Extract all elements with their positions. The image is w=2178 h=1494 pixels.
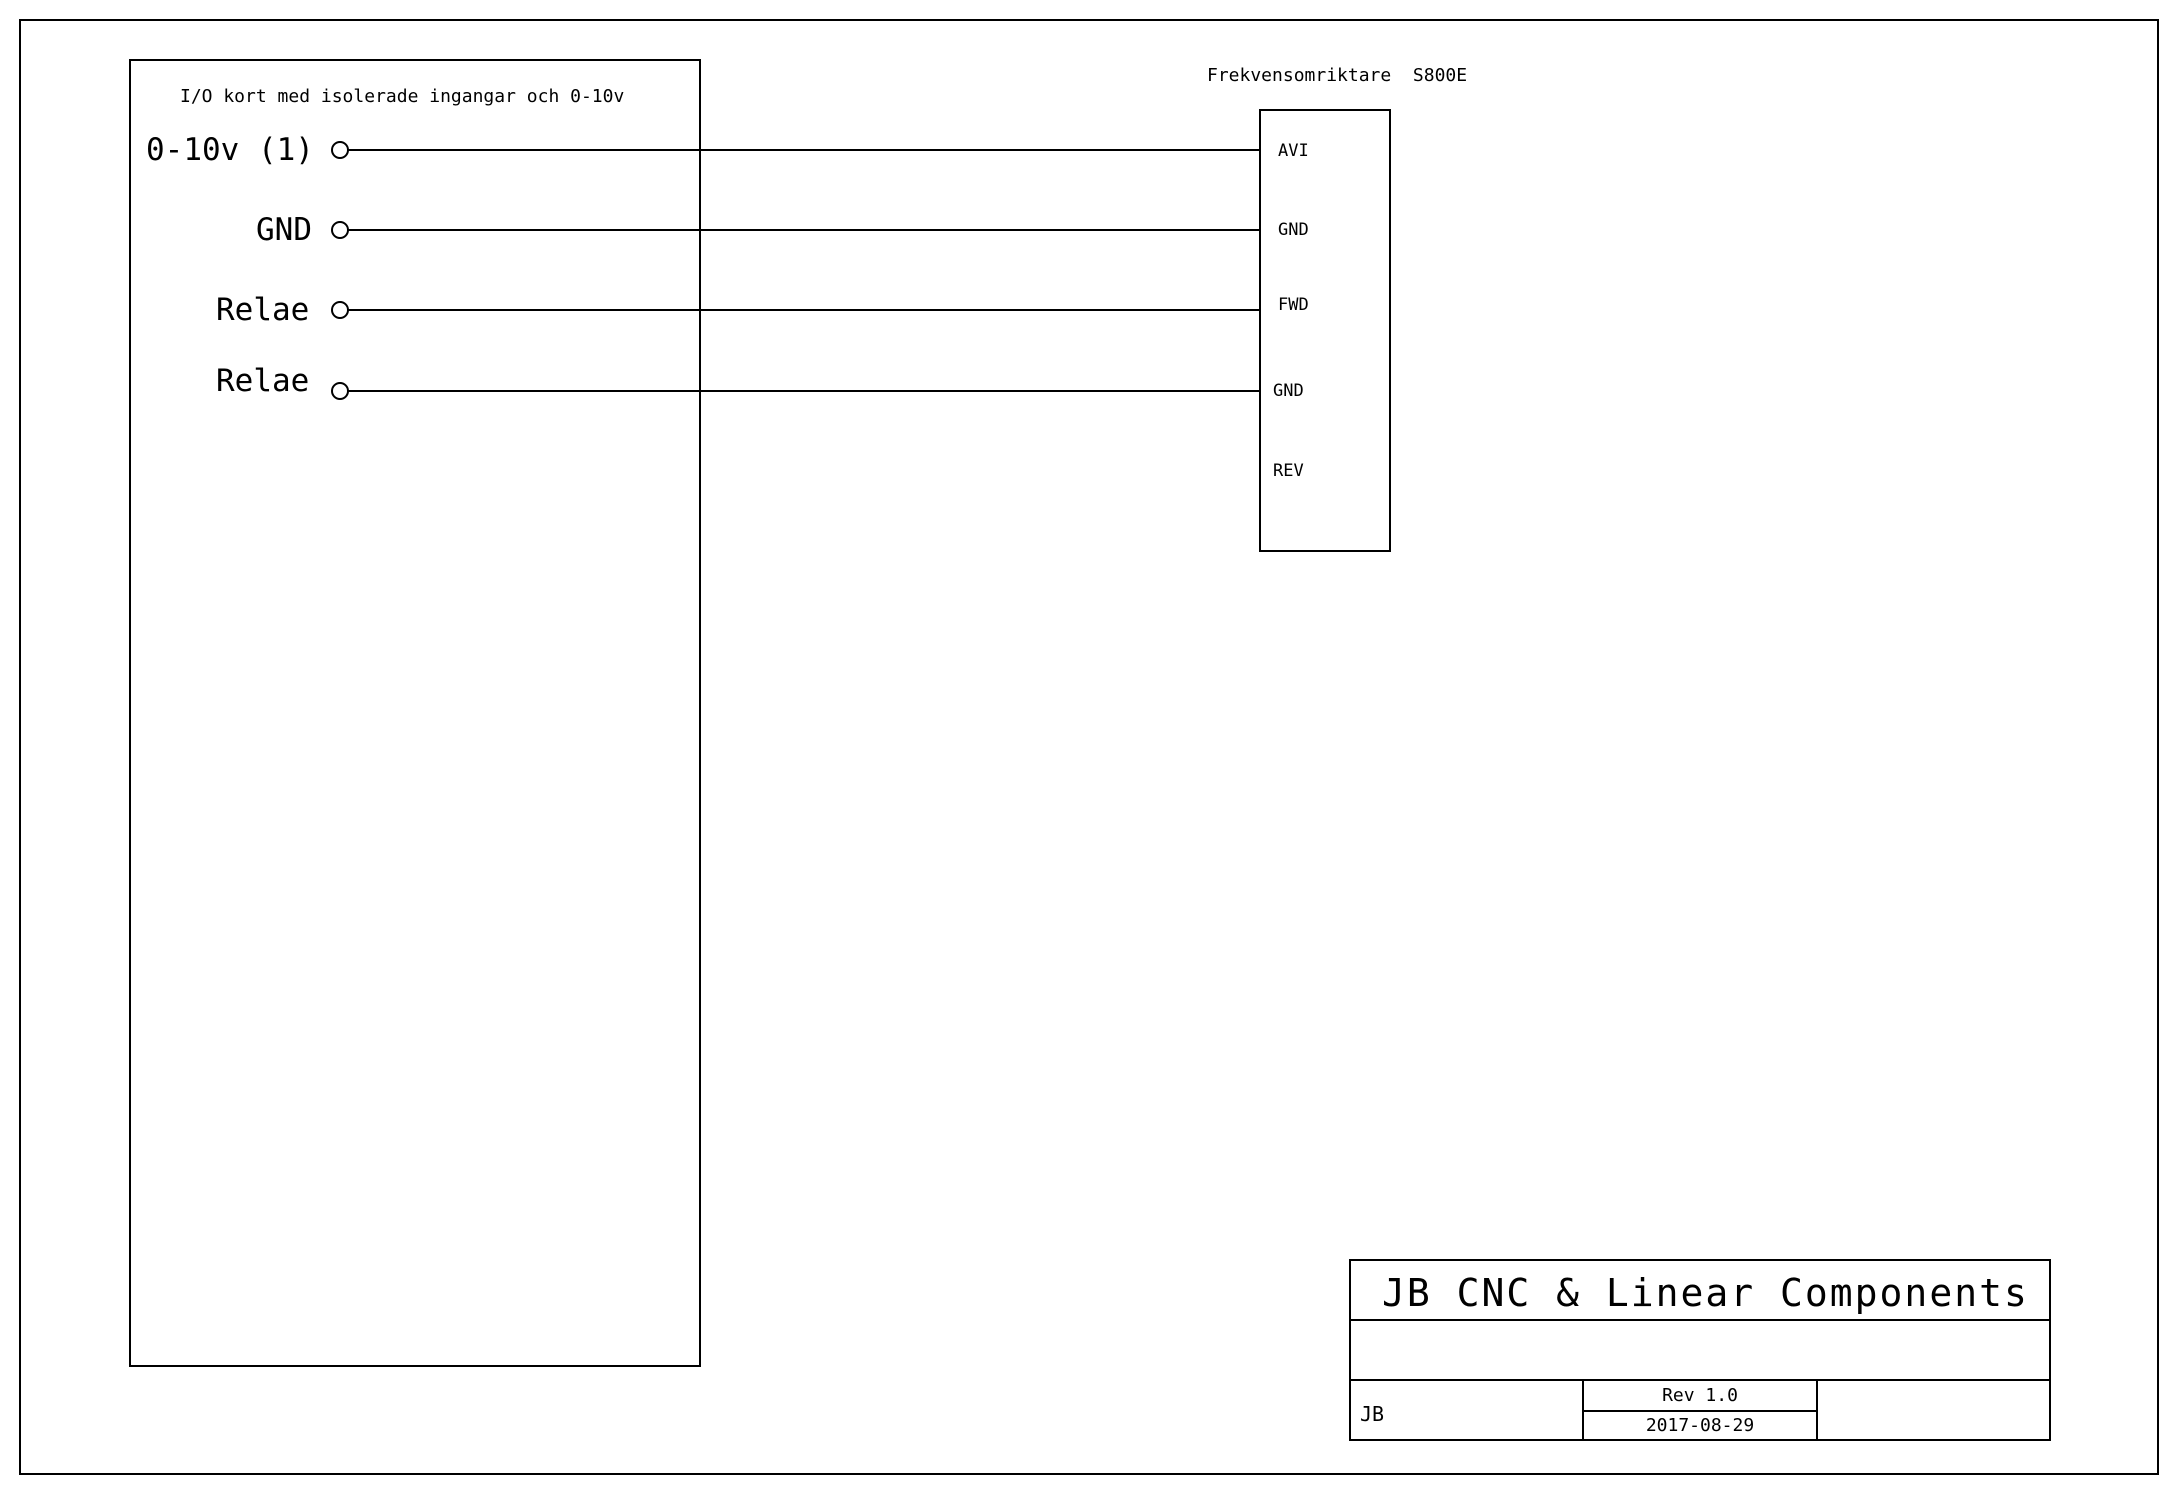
vfd-box: [1260, 110, 1390, 551]
io-terminal-label-relay-1: Relae: [216, 292, 310, 328]
io-card-box: [130, 60, 700, 1366]
title-block-company: JB CNC & Linear Components: [1382, 1271, 2029, 1315]
vfd-title: Frekvensomriktare S800E: [1207, 65, 1468, 86]
title-block-date: 2017-08-29: [1645, 1415, 1755, 1436]
io-terminal-label-relay-2: Relae: [216, 363, 310, 399]
vfd-terminal-fwd: FWD: [1278, 295, 1309, 315]
terminal-circle-relay-1: [332, 302, 348, 318]
title-block-revision: Rev 1.0: [1662, 1385, 1738, 1406]
vfd-terminal-rev: REV: [1273, 461, 1304, 481]
terminal-circle-analog: [332, 142, 348, 158]
terminal-circle-gnd: [332, 222, 348, 238]
io-card-title: I/O kort med isolerade ingangar och 0-10v: [180, 86, 625, 107]
vfd-terminal-gnd-1: GND: [1278, 220, 1309, 240]
io-terminal-label-analog: 0-10v (1): [146, 132, 314, 168]
vfd-terminal-gnd-2: GND: [1273, 381, 1304, 401]
vfd-terminal-avi: AVI: [1278, 141, 1309, 161]
io-terminal-label-gnd: GND: [256, 212, 312, 248]
title-block-author: JB: [1360, 1402, 1385, 1426]
terminal-circle-relay-2: [332, 383, 348, 399]
